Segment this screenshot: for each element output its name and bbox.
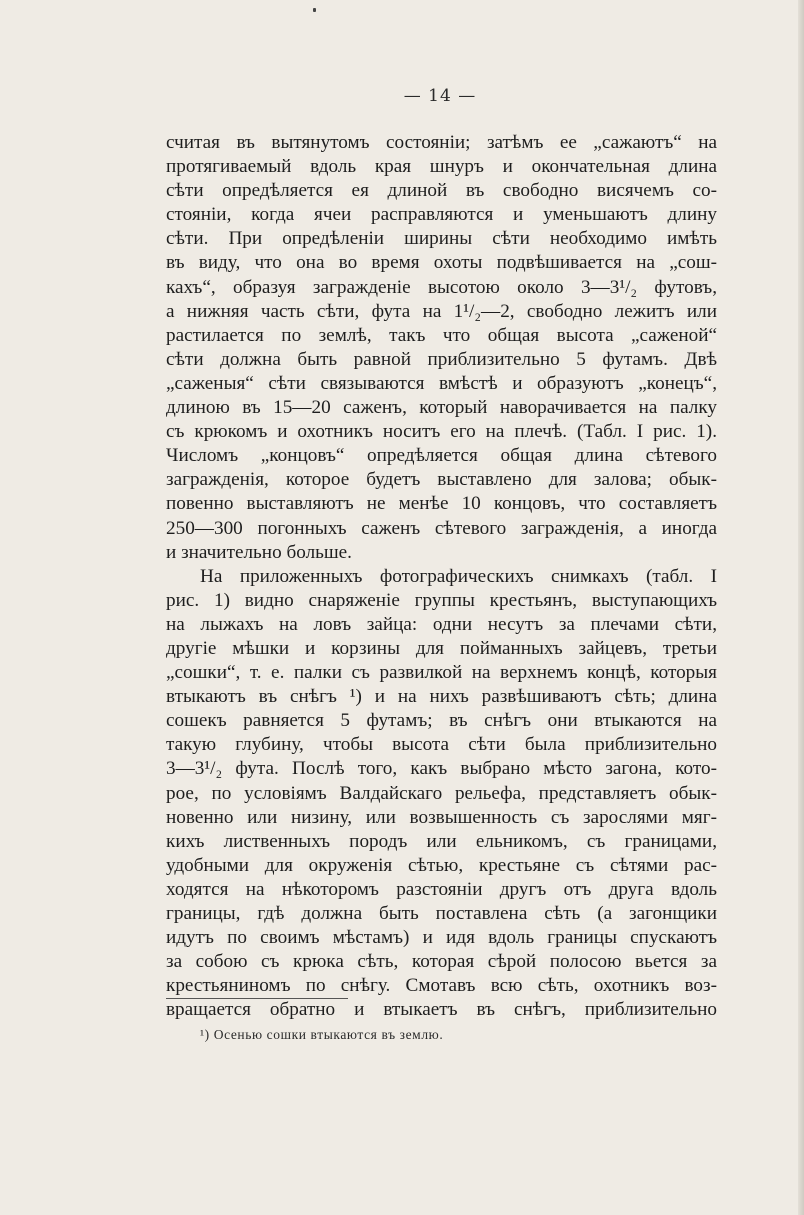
text-line: за собою съ крюка сѣть, которая сѣрой полосою вьется за	[166, 951, 717, 973]
text-line: растилается по землѣ, такъ что общая высота „саженой“	[166, 324, 717, 346]
text-line: ходятся на нѣкоторомъ разстоянiи другъ отъ друга вдоль	[166, 878, 717, 900]
text-line: а нижняя часть сѣти, фута на 1¹/₂—2, свободно лежитъ или	[166, 300, 717, 322]
text-line: 250—300 погонныхъ саженъ сѣтевого загражденiя, а иногда	[166, 517, 717, 539]
text-line: крестьяниномъ по снѣгу. Смотавъ всю сѣть, охотникъ воз-	[166, 975, 717, 997]
text-line: и значительно больше.	[166, 541, 352, 563]
text-line: На приложенныхъ фотографическихъ снимкахъ (табл. I	[200, 565, 717, 587]
page-edge-shadow	[798, 0, 804, 1215]
text-line: съ крюкомъ и охотникъ носитъ его на плечѣ. (Табл. I рис. 1).	[166, 421, 717, 443]
text-line: длиною въ 15—20 саженъ, который наворачивается на палку	[166, 397, 717, 419]
text-line: новенно или низину, или возвышенность съ зарослями мяг-	[166, 806, 717, 828]
text-line: Числомъ „концовъ“ опредѣляется общая длина сѣтевого	[166, 445, 717, 467]
text-line: сѣти опредѣляется ея длиной въ свободно висячемъ со-	[166, 180, 717, 202]
ink-speck	[313, 8, 316, 12]
text-line: рое, по условiямъ Валдайскаго рельефа, представляетъ обык-	[166, 782, 717, 804]
text-line: загражденiя, которое будетъ выставлено для залова; обык-	[166, 469, 717, 491]
text-line: удобными для окруженiя сѣтью, крестьяне съ сѣтями рас-	[166, 854, 717, 876]
text-line: границы, гдѣ должна быть поставлена сѣть (а загонщики	[166, 903, 717, 924]
text-line: на лыжахъ на ловъ зайца: одни несутъ за плечами сѣти,	[166, 613, 717, 635]
text-line: „саженыя“ сѣти связываются вмѣстѣ и образуютъ „конецъ“,	[166, 372, 717, 394]
text-line: сѣти должна быть равной приблизительно 5 футамъ. Двѣ	[166, 348, 717, 370]
text-line: кахъ“, образуя загражденiе высотою около 3—3¹/₂ футовъ,	[166, 276, 717, 298]
text-line: повенно выставляютъ не менѣе 10 концовъ, что составляетъ	[166, 493, 717, 515]
text-line: вращается обратно и втыкаетъ въ снѣгъ, приблизительно	[166, 999, 717, 1021]
body-text	[166, 131, 717, 1022]
text-line: протягиваемый вдоль края шнуръ и окончательная длина	[166, 156, 717, 178]
footnote-divider	[166, 998, 348, 999]
text-line: считая въ вытянутомъ состоянiи; затѣмъ ее „сажаютъ“ на	[166, 132, 717, 153]
text-line: рис. 1) видно снаряженiе группы крестьянъ, выступающихъ	[166, 589, 717, 611]
text-line: „сошки“, т. е. палки съ развилкой на верхнемъ концѣ, которыя	[166, 662, 717, 684]
text-line: втыкаютъ въ снѣгъ ¹) и на нихъ развѣшиваютъ сѣть; длина	[166, 686, 717, 708]
text-line: стоянiи, когда ячеи расправляются и уменьшаютъ длину	[166, 204, 717, 226]
text-line: сошекъ равняется 5 футамъ; въ снѣгъ они втыкаются на	[166, 710, 717, 732]
text-line: другiе мѣшки и корзины для пойманныхъ зайцевъ, третьи	[166, 637, 717, 659]
page-number: — 14 —	[403, 86, 477, 106]
text-line: сѣти. При опредѣленiи ширины сѣти необходимо имѣть	[166, 228, 717, 250]
text-line: такую глубину, чтобы высота сѣти была приблизительно	[166, 734, 717, 756]
footnote: ¹) Осенью сошки втыкаются въ землю.	[200, 1027, 444, 1042]
text-line: идутъ по своимъ мѣстамъ) и идя вдоль границы спускаютъ	[166, 927, 717, 949]
text-line: 3—3¹/₂ фута. Послѣ того, какъ выбрано мѣсто загона, кото-	[166, 758, 717, 780]
text-line: кихъ лиственныхъ породъ или ельникомъ, съ границами,	[166, 830, 717, 852]
text-line: въ виду, что она во время охоты подвѣшивается на „сош-	[166, 252, 717, 274]
